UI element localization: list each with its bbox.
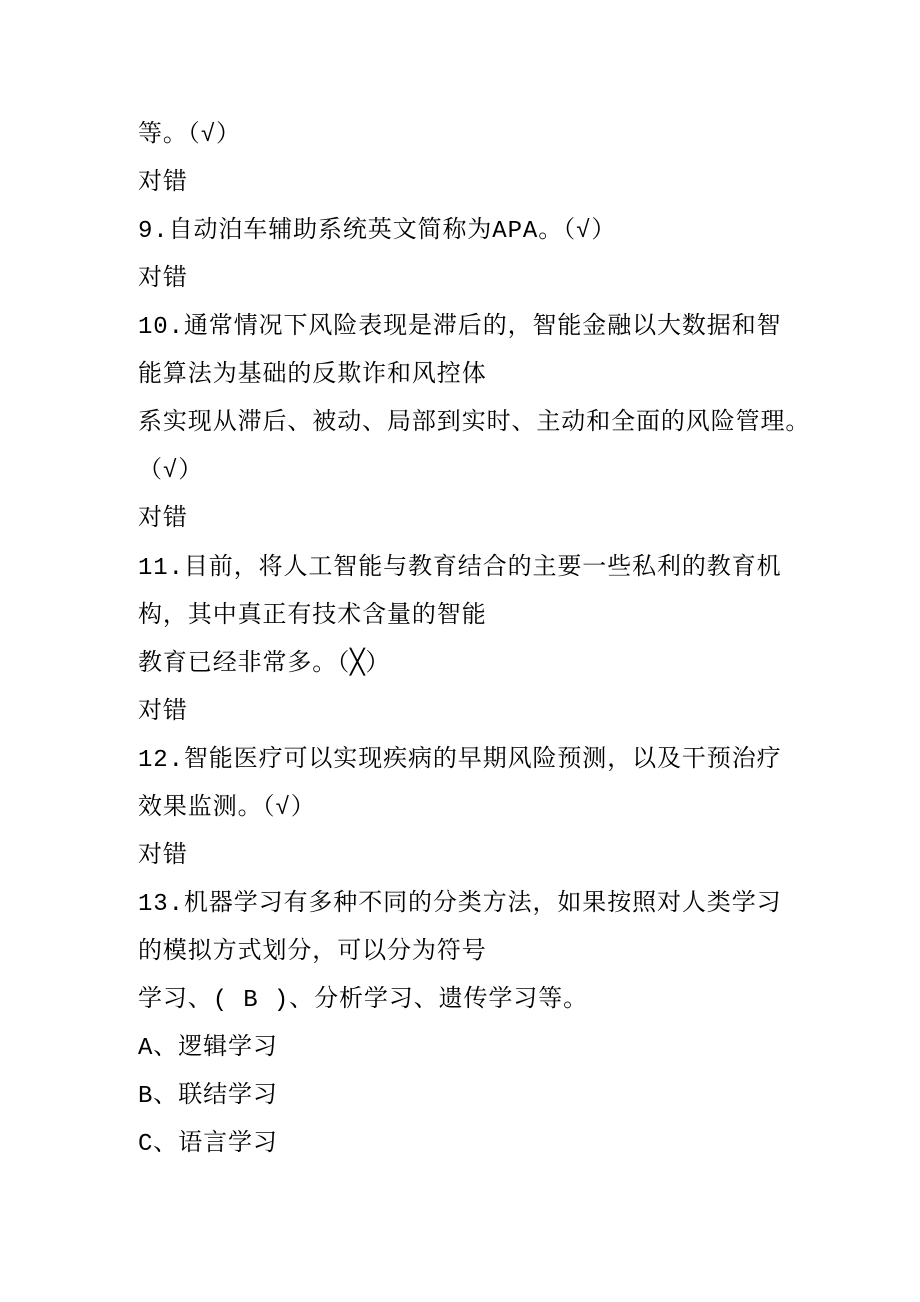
q10-question-line-2: 能算法为基础的反欺诈和风控体 (138, 362, 487, 389)
q11-question-line-3: 教育已经非常多。（╳） (138, 651, 391, 678)
q11-options: 对错 (138, 699, 188, 726)
q13-option-a: A、逻辑学习 (138, 1035, 278, 1062)
q13-option-b: B、联结学习 (138, 1083, 278, 1110)
q8-options: 对错 (138, 170, 188, 197)
q10-answer: （√） (138, 458, 204, 485)
q9-question: 9.自动泊车辅助系统英文简称为APA。（√） (138, 218, 617, 245)
q11-question-line-1: 11.目前，将人工智能与教育结合的主要一些私利的教育机 (138, 555, 782, 582)
q13-question-line-3: 学习、( B )、分析学习、遗传学习等。 (138, 987, 589, 1014)
q12-question-line-1: 12.智能医疗可以实现疾病的早期风险预测，以及干预治疗 (138, 747, 782, 774)
q12-options: 对错 (138, 843, 188, 870)
q13-option-c: C、语言学习 (138, 1131, 278, 1158)
q13-question-line-1: 13.机器学习有多种不同的分类方法，如果按照对人类学习 (138, 891, 782, 918)
q10-options: 对错 (138, 506, 188, 533)
q11-question-line-2: 构，其中真正有技术含量的智能 (138, 603, 487, 630)
q9-options: 对错 (138, 266, 188, 293)
q12-question-line-2: 效果监测。（√） (138, 795, 316, 822)
q8-answer-line: 等。（√） (138, 122, 241, 149)
q10-question-line-3: 系实现从滞后、被动、局部到实时、主动和全面的风险管理。 (138, 410, 811, 437)
q10-question-line-1: 10.通常情况下风险表现是滞后的，智能金融以大数据和智 (138, 314, 782, 341)
q13-question-line-2: 的模拟方式划分，可以分为符号 (138, 939, 487, 966)
